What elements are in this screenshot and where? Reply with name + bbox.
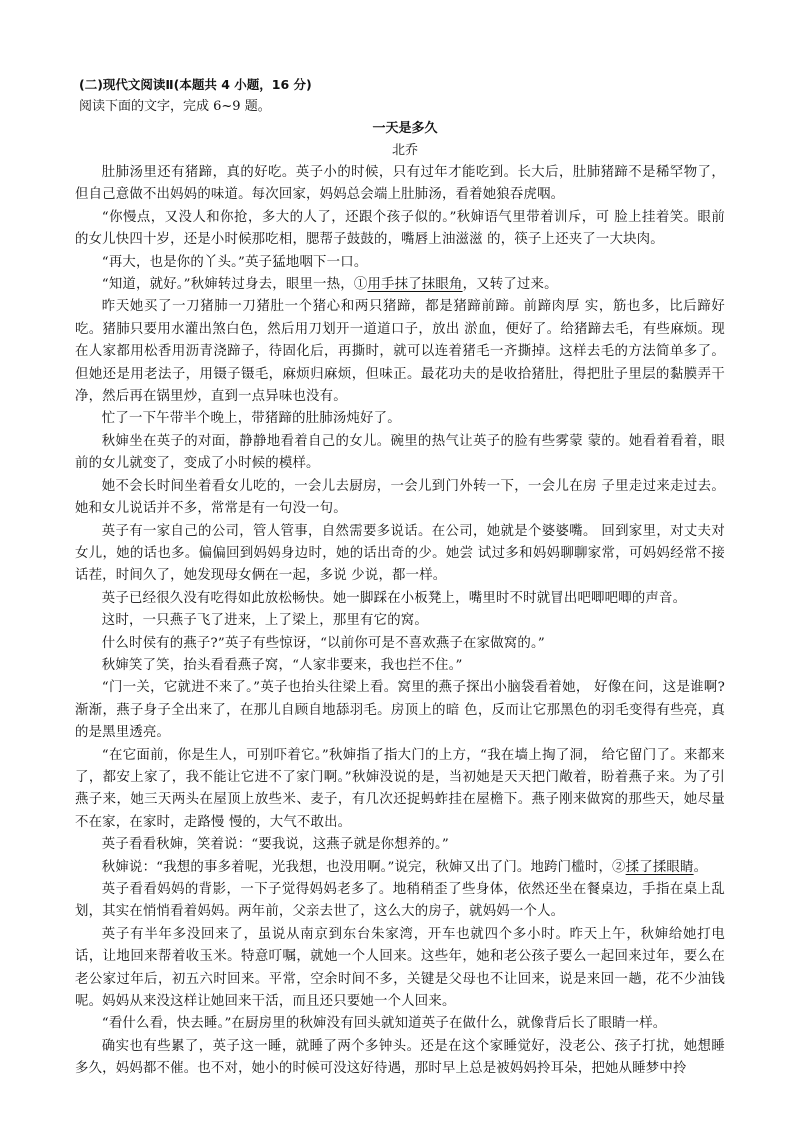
paragraph xyxy=(75,408,725,430)
paragraph xyxy=(75,745,725,835)
text-segment: 她不会长时间坐着看女儿吃的，一会儿去厨房，一会儿到门外转一下，一会儿在房 子里走过来走过去。她和女儿说话并不多，常常是有一句没一句。 xyxy=(75,478,725,517)
paragraph xyxy=(75,207,725,252)
section-heading: (二)现代文阅读Ⅱ(本题共 4 小题，16 分) xyxy=(79,77,312,92)
text-segment: 英子看看秋婶，笑着说：“要我说，这燕子就是你想养的。” xyxy=(101,837,449,853)
article-author: 北乔 xyxy=(391,143,418,158)
underlined-phrase: 揉了揉眼睛 xyxy=(625,859,694,875)
paragraph xyxy=(75,476,725,521)
paragraph xyxy=(75,677,725,744)
underlined-phrase: 用手抹了抹眼角 xyxy=(367,277,463,293)
text-segment: “你慢点，又没人和你抢，多大的人了，还跟个孩子似的。”秋婶语气里带着训斥，可 脸上挂着笑。眼前的女儿快四十岁，还是小时候那吃相，腮帮子鼓鼓的，嘴唇上油滋滋 的，筷子上还夹了一大块肉。 xyxy=(75,209,725,248)
text-segment: “再大，也是你的丫头。”英子猛地咽下一口。 xyxy=(101,254,368,270)
paragraph xyxy=(75,857,725,879)
text-segment: “在它面前，你是生人，可别吓着它。”秋婶指了指大门的上方，“我在墙上掏了洞， 给它留门了。来都来了，都安上家了，我不能让它进不了家门啊。”秋婶没说的是，当初她是天天把门敞着，盼着燕子来。为了引燕子来，她三天两头在屋顶上放些米、麦子，有几次还捉蚂蚱挂在屋檐下。燕子刚来做窝的那些天，她尽量不在家，在家时，走路慢 慢的，大气不敢出。 xyxy=(75,747,725,830)
text-segment: “知道，就好。”秋婶转过身去，眼里一热，① xyxy=(101,277,368,293)
paragraph xyxy=(75,655,725,677)
text-segment: 秋婶笑了笑，抬头看看燕子窝，“人家非要来，我也拦不住。” xyxy=(101,657,463,673)
text-segment: ，又转了过来。 xyxy=(462,277,558,293)
text-segment: 忙了一下午带半个晚上，带猪蹄的肚肺汤炖好了。 xyxy=(101,411,401,427)
instruction: 阅读下面的文字，完成 6~9 题。 xyxy=(79,99,271,114)
article-title: 一天是多久 xyxy=(372,121,438,136)
paragraph xyxy=(75,610,725,632)
text-segment: 昨天她买了一刀猪肺一刀猪肚一个猪心和两只猪蹄，都是猪蹄前蹄。前蹄肉厚 实，筋也多，比后蹄好吃。猪肺只要用水灌出煞白色，然后用刀划开一道道口子，放出 淤血，便好了。给猪蹄去毛，有些麻烦。现在人家都用松香用沥青浇蹄子，待固化后，再撕时，就可以连着猪毛一齐撕掉。这样去毛的方法简单多了。但她还是用老法子，用镊子镊毛，麻烦归麻烦，但味正。最花功夫的是收拾猪肚，得把肚子里层的黏膜弄干 净，然后再在锅里炒，直到一点异味也没有。 xyxy=(75,299,725,405)
text-segment: 秋婶说：“我想的事多着呢，光我想，也没用啊。”说完，秋婶又出了门。地跨门槛时，② xyxy=(101,859,626,875)
paragraph xyxy=(75,879,725,924)
text-segment: 英子有半年多没回来了，虽说从南京到东台朱家湾，开车也就四个多小时。昨天上午，秋婶给她打电话，让地回来帮着收玉米。特意叮嘱，就她一个人回来。这些年，她和老公孩子要么一起回来过年，要么在老公家过年后，初五六时回来。平常，空余时间不多，关键是父母也不让回来，说是来回一趟，花不少油钱呢。妈妈从来没这样让她回来干活，而且还只要她一个人回来。 xyxy=(75,926,725,1010)
paragraph xyxy=(75,521,725,588)
paragraph xyxy=(75,834,725,856)
paragraph xyxy=(75,1013,725,1035)
paragraph xyxy=(75,633,725,655)
text-segment: 秋婶坐在英子的对面，静静地看着自己的女儿。碗里的热气让英子的脸有些雾蒙 蒙的。她看着看着，眼前的女儿就变了，变成了小时候的模样。 xyxy=(75,433,725,472)
paragraph xyxy=(75,924,725,1014)
paragraph xyxy=(75,1036,725,1081)
text-segment: 英子已经很久没有吃得如此放松畅快。她一脚踩在小板凳上，嘴里时不时就冒出吧唧吧唧的声音。 xyxy=(101,590,687,606)
text-segment: 这时，一只燕子飞了进来，上了梁上，那里有它的窝。 xyxy=(101,613,428,629)
text-segment: 确实也有些累了，英子这一睡，就睡了两个多钟头。还是在这个家睡觉好，没老公、孩子打扰，她想睡多久，妈妈都不催。也不对，她小的时候可没这好待遇，那时早上总是被妈妈拎耳朵，把她从睡梦中拎 xyxy=(75,1038,725,1077)
text-segment: 英子看看妈妈的背影，一下子觉得妈妈老多了。地稍稍歪了些身体，依然还坐在餐桌边，手指在桌上乱划，其实在悄悄看着妈妈。两年前，父亲去世了，这么大的房子，就妈妈一个人。 xyxy=(75,882,725,920)
text-segment: 。 xyxy=(693,859,708,875)
text-segment: 英子有一家自己的公司，管人管事，自然需要多说话。在公司，她就是个婆婆嘴。 回到家里，对丈夫对女儿，她的话也多。偏偏回到妈妈身边时，她的话出奇的少。她尝 试过多和妈妈聊聊家常，可妈妈经常不接话茬，时间久了，她发现母女俩在一起，多说 少说，都一样。 xyxy=(75,523,725,584)
paragraph xyxy=(75,252,725,274)
paragraph xyxy=(75,588,725,610)
paragraph xyxy=(75,296,725,408)
paragraph xyxy=(75,431,725,476)
text-segment: “看什么看，快去睡。”在厨房里的秋婶没有回头就知道英子在做什么，就像背后长了眼睛一样。 xyxy=(101,1016,667,1032)
paragraph xyxy=(75,274,725,296)
document-page xyxy=(75,74,725,1081)
text-segment: 肚肺汤里还有猪蹄，真的好吃。英子小的时候，只有过年才能吃到。长大后，肚肺猪蹄不是稀罕物了，但自己意做不出妈妈的味道。每次回家，妈妈总会端上肚肺汤，看着她狼吞虎咽。 xyxy=(75,165,725,203)
text-segment: “门一关，它就进不来了。”英子也抬头往梁上看。窝里的燕子探出小脑袋看着她， 好像在问，这是谁啊?渐渐，燕子身子全出来了，在那儿自顾自地舔羽毛。房顶上的暗 色，反而让它那黑色的羽毛变得有些亮，真的是黑里透亮。 xyxy=(75,680,725,741)
article-body xyxy=(75,162,725,1081)
text-segment: 什么时侯有的燕子?”英子有些惊讶，“以前你可是不喜欢燕子在家做窝的。” xyxy=(101,635,545,651)
paragraph xyxy=(75,162,725,207)
